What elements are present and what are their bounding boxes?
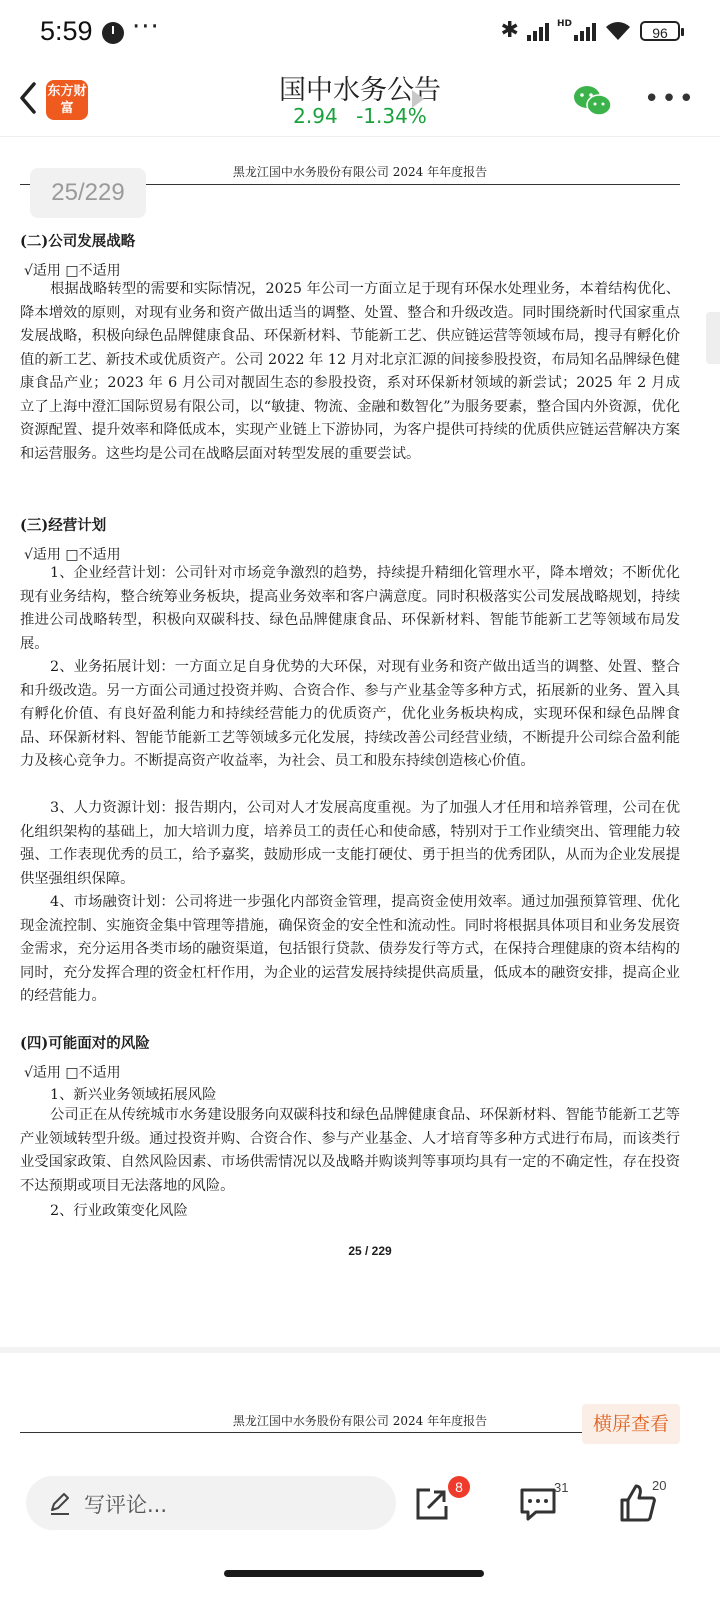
paragraph: 1、企业经营计划：公司针对市场竞争激烈的趋势，持续提升精细化管理水平，降本增效；不断优化现有业务结构，整合统筹业务板块，提高业务效率和客户满意度。同时积极落实公司发展战略规划，持续推进公司战略转型，积极向双碳科技、绿色品牌健康食品、环保新材料、智能节能新工艺等领域布局发展。	[20, 565, 680, 652]
like-count: 20	[652, 1478, 667, 1493]
share-badge: 8	[448, 1476, 470, 1498]
comment-placeholder: 写评论...	[84, 1493, 168, 1517]
wechat-icon	[572, 84, 612, 118]
comment-count: 31	[554, 1480, 569, 1495]
status-bar	[0, 0, 720, 64]
share-button[interactable]	[412, 1484, 452, 1524]
wifi-icon	[604, 21, 632, 41]
section-title-strategy: (二)公司发展战略	[20, 233, 136, 250]
page-divider	[0, 1347, 720, 1353]
hd-label: HD	[556, 18, 572, 29]
section-title-risks: (四)可能面对的风险	[20, 1035, 150, 1052]
stock-change: -1.34%	[356, 104, 427, 128]
wechat-share-button[interactable]	[572, 84, 612, 118]
battery-icon: 96	[640, 21, 680, 41]
comment-input[interactable]	[26, 1476, 396, 1530]
paragraph: 2、业务拓展计划：一方面立足自身优势的大环保，对现有业务和资产做出适当的调整、处置、整合和升级改造。另一方面公司通过投资并购、合资合作、参与产业基金等多种方式，拓展新的业务、置入具有孵化价值、有良好盈利能力和持续经营能力的优质资产，优化业务板块构成，实现环保和绿色品牌食品、环保新材料、智能节能新工艺等领域多元化发展，持续改善公司经营业绩，不断提升公司综合盈利能力及核心竞争力。不断提高资产收益率，为社会、员工和股东持续创造核心价值。	[20, 659, 680, 769]
page-indicator: 25/229	[30, 168, 146, 218]
more-options-button[interactable]: •••	[644, 84, 697, 114]
next-page-running-header: 黑龙江国中水务股份有限公司 2024 年年度报告	[232, 1414, 488, 1428]
landscape-view-button[interactable]: 横屏查看	[582, 1404, 680, 1444]
bottom-action-bar	[0, 1460, 720, 1600]
share-icon	[412, 1484, 452, 1524]
notification-dots: ···	[132, 12, 160, 42]
bluetooth-icon: ✱	[500, 18, 519, 43]
risk-item-heading: 1、新兴业务领域拓展风险	[50, 1087, 217, 1103]
paragraph: 公司正在从传统城市水务建设服务向双碳科技和绿色品牌健康食品、环保新材料、智能节能新工艺等产业领域转型升级。通过投资并购、合资合作、参与产业基金、人才培育等多种方式进行布局，而该类行业受国家政策、自然风险因素、市场供需情况以及战略并购谈判等事项均具有一定的不确定性，存在投资不达预期或项目无法落地的风险。	[20, 1107, 680, 1194]
pen-icon	[48, 1490, 72, 1516]
play-icon[interactable]	[412, 90, 424, 108]
stock-price: 2.94	[293, 104, 338, 128]
applicability-check: √适用 □不适用	[24, 263, 121, 279]
page-number: 25 / 229	[348, 1244, 392, 1258]
applicability-check: √适用 □不适用	[24, 547, 121, 563]
status-icons	[501, 18, 680, 43]
app-header	[0, 64, 720, 137]
app-logo[interactable]: 东方财富	[46, 80, 88, 120]
status-time: 5:59	[40, 16, 93, 46]
paragraph: 4、市场融资计划：公司将进一步强化内部资金管理，提高资金使用效率。通过加强预算管理、优化现金流控制、实施资金集中管理等措施，确保资金的安全性和流动性。同时将根据具体项目和业务发展资金需求，充分运用各类市场的融资渠道，包括银行贷款、债券发行等方式，在保持合理健康的资本结构的同时，充分发挥合理的资金杠杆作用，为企业的运营发展持续提供高质量，低成本的融资安排，提高企业的经营能力。	[20, 894, 680, 1004]
page-title: 国中水务公告	[279, 75, 441, 106]
stock-quote[interactable]	[0, 104, 720, 128]
running-header: 黑龙江国中水务股份有限公司 2024 年年度报告	[232, 165, 488, 179]
applicability-check: √适用 □不适用	[24, 1065, 121, 1081]
comment-icon	[518, 1484, 558, 1524]
comments-button[interactable]	[518, 1484, 558, 1524]
home-indicator[interactable]	[224, 1570, 484, 1577]
signal-icon-2	[574, 21, 596, 41]
header-rule	[20, 1432, 680, 1433]
clock-icon	[102, 22, 124, 44]
paragraph: 3、人力资源计划：报告期内，公司对人才发展高度重视。为了加强人才任用和培养管理，公司在优化组织架构的基础上，加大培训力度，培养员工的责任心和使命感，特别对于工作业绩突出、管理能力较强、工作表现优秀的员工，给予嘉奖，鼓励形成一支能打硬仗、勇于担当的优秀团队，从而为企业发展提供坚强组织保障。	[20, 800, 680, 887]
signal-icon	[527, 21, 549, 41]
section-title-plan: (三)经营计划	[20, 517, 107, 534]
risk-item-heading: 2、行业政策变化风险	[50, 1203, 188, 1219]
paragraph: 根据战略转型的需要和实际情况，2025 年公司一方面立足于现有环保水处理业务，本着结构优化、降本增效的原则，对现有业务和资产做出适当的调整、处置、整合和升级改造。同时围绕新时代国家重点发展战略，积极向绿色品牌健康食品、环保新材料、节能新工艺、供应链运营等领域布局，搜寻有孵化价值的新工艺、新技术或优质资产。公司 2022 年 12 月对北京汇源的间接参股投资，布局知名品牌绿色健康食品产业；2023 年 6 月公司对靓固生态的参股投资，系对环保新材领域的新尝试；2025 年 2 月成立了上海中澄汇国际贸易有限公司，以“敏捷、物流、金融和数智化”为服务要素，整合国内外资源，优化资源配置、提升效率和降低成本，实现产业链上下游协同，为客户提供可持续的优质供应链运营解决方案和运营服务。这些均是公司在战略层面对转型发展的重要尝试。	[20, 281, 680, 462]
side-drawer-handle[interactable]	[706, 312, 720, 364]
